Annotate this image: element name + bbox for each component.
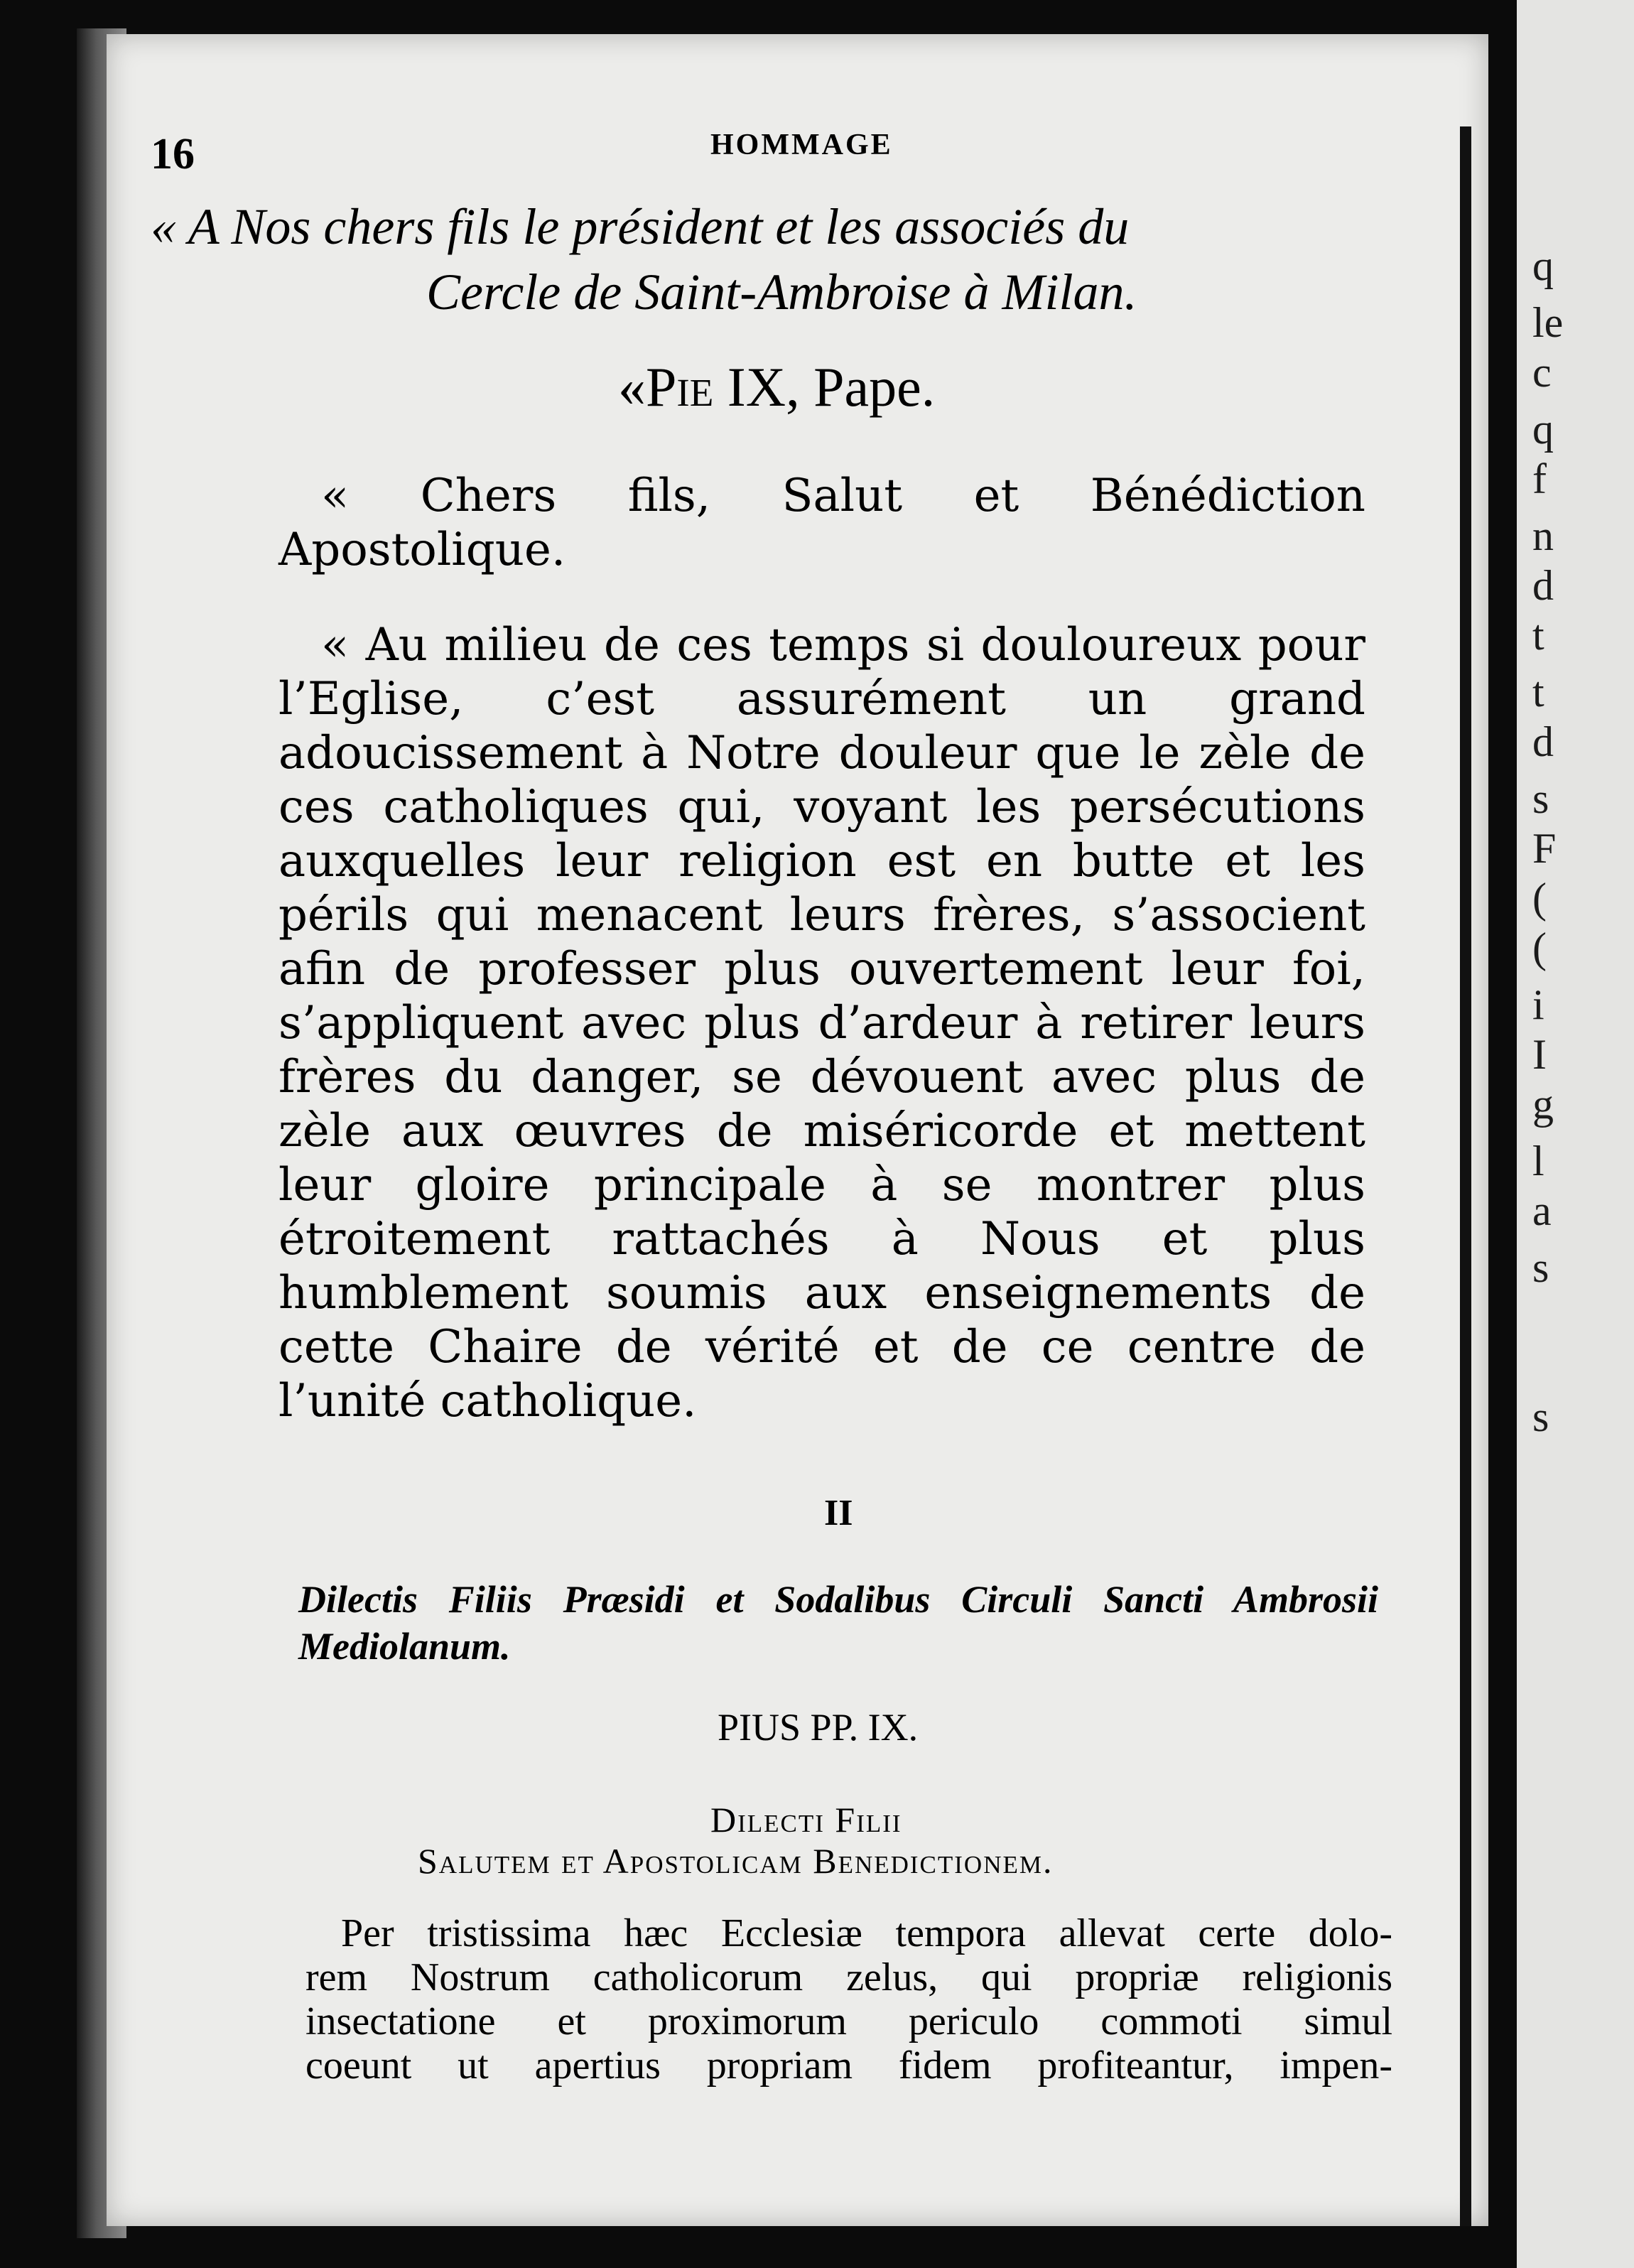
facing-page-letter: ( xyxy=(1532,924,1547,971)
latin-paragraph xyxy=(305,1911,1392,2088)
facing-page-fragment xyxy=(1517,0,1634,2268)
facing-page-letter: le xyxy=(1532,299,1564,346)
latin-address: Dilectis Filiis Præsidi et Sodalibus Circuli Sancti Ambrosii Mediolanum. xyxy=(298,1578,1378,1668)
section-numeral: II xyxy=(824,1493,853,1533)
latin-line: insectatione et proximorum periculo commoti simul xyxy=(305,1999,1392,2043)
facing-page-letter: d xyxy=(1532,562,1554,609)
running-title: HOMMAGE xyxy=(710,129,893,161)
facing-page-letter: a xyxy=(1532,1187,1552,1234)
facing-page-letter: F xyxy=(1532,825,1557,872)
facing-page-letter: t xyxy=(1532,612,1544,659)
facing-page-letter: ( xyxy=(1532,875,1547,922)
facing-page-letter: i xyxy=(1532,981,1544,1028)
latin-line: rem Nostrum catholicorum zelus, qui propriæ religionis xyxy=(305,1955,1392,1999)
page-number: 16 xyxy=(151,130,195,178)
page-separator xyxy=(1488,0,1517,2268)
latin-line: coeunt ut apertius propriam fidem profiteantur, impen- xyxy=(305,2043,1392,2088)
latin-salutation-2: Salutem et Apostolicam Benedictionem. xyxy=(418,1841,1054,1881)
papal-signature xyxy=(618,355,935,419)
facing-page-letter: s xyxy=(1532,775,1549,822)
facing-page-letter: f xyxy=(1532,455,1547,502)
signature-rest: IX, Pape. xyxy=(713,356,936,418)
facing-page-letter: g xyxy=(1532,1081,1554,1128)
facing-page-letter: d xyxy=(1532,718,1554,765)
facing-page-letter: I xyxy=(1532,1031,1547,1078)
facing-page-letter: q xyxy=(1532,406,1554,453)
latin-signature: PIUS PP. IX. xyxy=(718,1706,919,1749)
address-line-1: « A Nos chers fils le président et les associés du xyxy=(151,198,1130,255)
gutter-shadow xyxy=(1460,126,1471,2226)
latin-line: Per tristissima hæc Ecclesiæ tempora allevat certe dolo- xyxy=(341,1911,1392,1955)
facing-page-letter: s xyxy=(1532,1244,1549,1291)
facing-page-letter: n xyxy=(1532,512,1554,559)
address-line-2: Cercle de Saint-Ambroise à Milan. xyxy=(426,264,1137,320)
facing-page-letter: t xyxy=(1532,669,1544,716)
facing-page-letter: q xyxy=(1532,242,1554,289)
latin-salutation-1: Dilecti Filii xyxy=(710,1800,902,1840)
signature-quote: « xyxy=(618,356,646,418)
paragraph-greeting: « Chers fils, Salut et Bénédiction Apostolique. xyxy=(278,470,1365,576)
facing-page-letter: s xyxy=(1532,1393,1549,1440)
facing-page-letter: l xyxy=(1532,1138,1544,1184)
signature-name: Pie xyxy=(646,356,714,418)
facing-page-letter: c xyxy=(1532,349,1552,396)
paragraph-main: « Au milieu de ces temps si douloureux pour l’Eglise, c’est assurément un grand adoucissement à Notre douleur que le zèle de ces catholiques qui, voyant les persécutions auxquelles leur religion est en butte et les périls qui menacent leurs frères, s’associent afin de professer plus ouvertement leur foi, s’appliquent avec plus d’ardeur à retirer leurs frères du danger, se dévouent avec plus de zèle aux œuvres de miséricorde et mettent leur gloire principale à se montrer plus étroitement rattachés à Nous et plus humblement soumis aux enseignements de cette Chaire de vérité et de ce centre de l’unité catholique. xyxy=(278,619,1365,1427)
